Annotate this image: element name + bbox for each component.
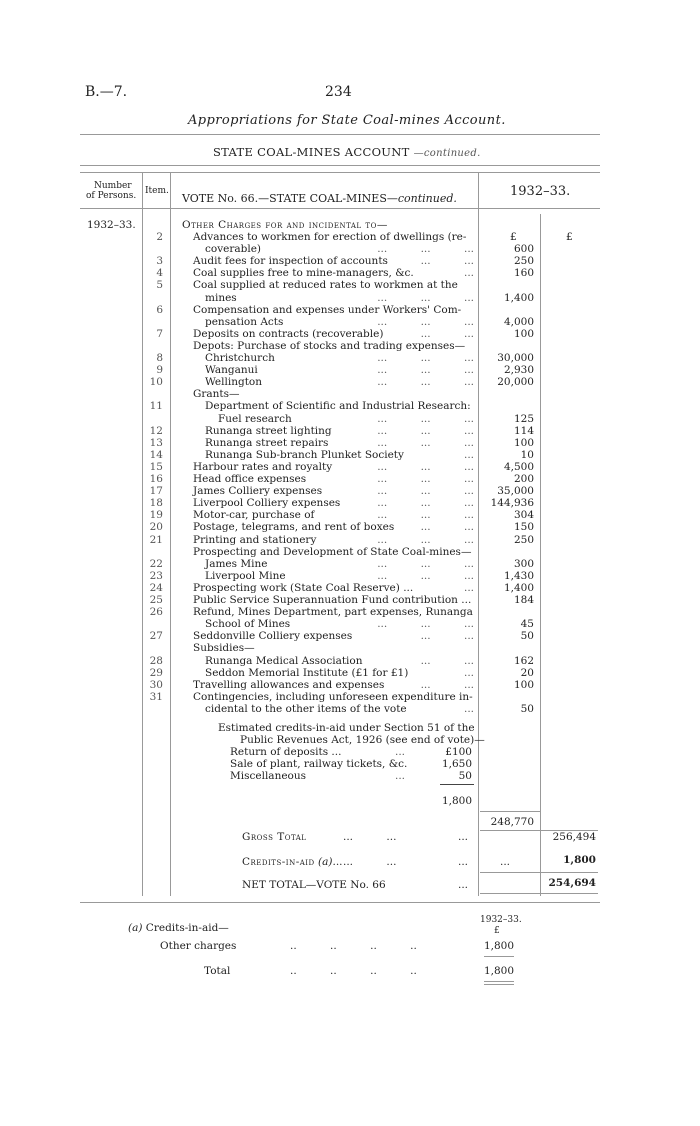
item-number: 31 [149,691,163,703]
item-description: Travelling allowances and expenses [193,679,385,691]
account-title [213,145,481,159]
item-number: 7 [156,328,163,340]
col-header-persons-2: of Persons. [86,191,137,201]
leader-dots: ... [463,582,474,594]
item-amount: 1,400 [503,582,534,594]
item-amount: 30,000 [497,352,534,364]
net-rule-top [480,872,598,873]
item-number: 19 [149,509,163,521]
item-number: 21 [149,534,163,546]
footnote-double-rule [484,984,514,985]
credits-dots: ... ... [343,856,397,868]
leader-dots: ... ... ... [377,570,474,582]
item-description: Prospecting and Development of State Coal-mines— [193,546,472,558]
item-description: Contingencies, including unforeseen expenditure in- [193,691,473,703]
item-amount: 10 [520,449,534,461]
net-total-value: 254,694 [548,877,596,889]
item-description: Depots: Purchase of stocks and trading expenses— [193,340,466,352]
item-description: Advances to workmen for erection of dwellings (re- [193,231,467,243]
vote-title-cont: continued. [397,192,457,205]
item-amount: 2,930 [503,364,534,376]
year-header: 1932–33. [510,184,571,199]
item-amount: 200 [513,473,534,485]
item-description: Fuel research [218,413,292,425]
credits-in-aid-row [242,856,343,868]
item-description: Audit fees for inspection of accounts [193,255,388,267]
item-description: pensation Acts [205,316,284,328]
item-number: 14 [149,449,163,461]
item-amount: 4,500 [503,461,534,473]
table-top-line [80,172,600,173]
item-number: 9 [156,364,163,376]
item-number: 18 [149,497,163,509]
leader-dots: ... ... ... [377,509,474,521]
footnote-row2-value: 1,800 [483,965,514,977]
footnote-title-text: Credits-in-aid— [145,922,229,934]
item-description: Runanga Medical Association [205,655,363,667]
item-amount: 250 [513,534,534,546]
credits-mid: ... [500,856,511,868]
vote-title-text: VOTE No. 66.—STATE COAL-MINES— [182,192,398,205]
leader-dots: ... ... ... [377,485,474,497]
credit-item-amount: 50 [458,770,472,782]
leader-dots: ... ... ... [377,461,474,473]
item-amount: 114 [513,425,534,437]
col-header-item: Item. [145,186,169,196]
leader-dots: ... ... [420,255,474,267]
item-description: Runanga street repairs [205,437,329,449]
leader-dots: ... ... ... [377,618,474,630]
item-number: 20 [149,521,163,533]
credits-line-1: Estimated credits-in-aid under Section 51 of the [218,722,475,734]
item-number: 5 [156,279,163,291]
item-description: Runanga Sub-branch Plunket Society [205,449,404,461]
item-description: cidental to the other items of the vote [205,703,407,715]
section-heading: Other Charges for and incidental to— [182,219,388,231]
item-number: 28 [149,655,163,667]
item-description: Department of Scientific and Industrial Research: [205,400,471,412]
item-description: coverable) [205,243,262,255]
credit-item-amount: 1,650 [441,758,472,770]
account-title-cont: —continued. [413,148,481,159]
subtotal-value: 248,770 [490,816,534,828]
item-description: Motor-car, purchase of [193,509,315,521]
item-number: 30 [149,679,163,691]
footnote-row1-label: Other charges [160,940,237,952]
item-description: Coal supplies free to mine-managers, &c. [193,267,414,279]
item-number: 15 [149,461,163,473]
item-number: 16 [149,473,163,485]
table-bottom-line [80,902,600,903]
item-amount: 250 [513,255,534,267]
gross-total-label: Gross Total [242,831,307,843]
item-amount: 100 [513,328,534,340]
item-amount: 45 [520,618,534,630]
leader-dots: ... ... ... [377,437,474,449]
item-amount: 1,430 [503,570,534,582]
footnote-row1-value: 1,800 [483,940,514,952]
credit-item-label: Sale of plant, railway tickets, &c. [230,758,408,770]
item-description: Coal supplied at reduced rates to workmen at the [193,279,458,291]
leader-dots: ... [463,703,474,715]
item-description: James Colliery expenses [193,485,323,497]
item-number: 4 [156,267,163,279]
col-divider [540,214,541,896]
credits-rule [440,784,474,785]
item-description: Runanga street lighting [205,425,332,437]
footnote-row2-label: Total [204,965,231,977]
col-header-persons-1: Number [94,181,132,191]
leader-dots: ... ... ... [377,534,474,546]
pound-sign-2: £ [566,231,573,243]
item-number: 17 [149,485,163,497]
net-rule-bottom [480,893,598,894]
item-description: Seddon Memorial Institute (£1 for £1) [205,667,409,679]
item-number: 29 [149,667,163,679]
item-description: James Mine [205,558,268,570]
credits-line-2: Public Revenues Act, 1926 (see end of vote)— [240,734,485,746]
gross-dots: ... ... [343,831,397,843]
leader-dots: ... ... ... [377,558,474,570]
leader-dots: ... ... [420,328,474,340]
page-ref: B.—7. [85,84,128,100]
item-description: mines [205,292,237,304]
divider [80,134,600,135]
leader-dots: ... ... ... [377,413,474,425]
footnote-year: 1932–33. [480,915,522,925]
credits-in-aid-ellipsis: ... [332,856,343,868]
item-amount: 150 [513,521,534,533]
leader-dots: ... ... ... [377,473,474,485]
pound-sign-1: £ [510,231,517,243]
credits-dots-end: ... [458,856,469,868]
leader-dots: ... ... ... [377,364,474,376]
item-description: Printing and stationery [193,534,317,546]
page-number: 234 [325,84,352,100]
credits-in-aid-value: 1,800 [563,854,596,866]
item-description: Wanganui [205,364,258,376]
leader-dots: ... ... ... [377,376,474,388]
item-amount: 4,000 [503,316,534,328]
item-description: Liverpool Mine [205,570,286,582]
item-description: Grants— [193,388,240,400]
leader-dots: ... [463,667,474,679]
item-description: Subsidies— [193,642,255,654]
item-amount: 304 [513,509,534,521]
item-amount: 300 [513,558,534,570]
credits-total: 1,800 [441,795,472,807]
item-description: Seddonville Colliery expenses [193,630,353,642]
item-amount: 160 [513,267,534,279]
leader-dots: ... ... ... [377,425,474,437]
item-amount: 20 [520,667,534,679]
account-title-text: STATE COAL-MINES ACCOUNT [213,145,410,159]
item-description: Prospecting work (State Coal Reserve) ... [193,582,414,594]
leader-dots: ... [463,449,474,461]
item-number: 23 [149,570,163,582]
leader-dots: ... ... ... [377,352,474,364]
item-number: 3 [156,255,163,267]
item-number: 25 [149,594,163,606]
footnote-row1-dots: .. .. .. .. [290,940,417,952]
item-description: Compensation and expenses under Workers' Com- [193,304,462,316]
item-number: 24 [149,582,163,594]
item-description: Deposits on contracts (recoverable) [193,328,384,340]
footnote-row2-dots: .. .. .. .. [290,965,417,977]
item-amount: 100 [513,679,534,691]
footnote-ref: (a) [128,922,143,934]
item-amount: 50 [520,703,534,715]
gross-total-value: 256,494 [552,831,596,843]
item-amount: 162 [513,655,534,667]
item-number: 11 [149,400,163,412]
credit-item-label: Return of deposits ... [230,746,342,758]
divider [80,165,600,166]
footnote-double-rule [484,981,514,982]
subtotal-rule-top [480,811,540,812]
col-divider [170,172,171,896]
leader-dots: ... ... [420,630,474,642]
item-description: Head office expenses [193,473,307,485]
leader-dots: ... ... ... [377,292,474,304]
item-amount: 50 [520,630,534,642]
item-number: 22 [149,558,163,570]
item-amount: 144,936 [490,497,534,509]
gross-dots-end: ... [458,831,469,843]
item-description: Liverpool Colliery expenses [193,497,341,509]
item-number: 6 [156,304,163,316]
item-number: 8 [156,352,163,364]
item-description: Wellington [205,376,263,388]
leader-dots: ... ... ... [377,497,474,509]
credits-in-aid-label: Credits-in-aid [242,856,315,868]
leader-dots: ... ... [420,521,474,533]
page-heading: Appropriations for State Coal-mines Account. [188,113,506,128]
leader-dots: ... ... ... [377,316,474,328]
leader-dots: ... [463,267,474,279]
footnote-title [128,922,229,934]
credit-item-label: Miscellaneous [230,770,307,782]
item-amount: 20,000 [497,376,534,388]
footnote-pound: £ [494,926,500,936]
item-description: Postage, telegrams, and rent of boxes [193,521,395,533]
leader-dots: ... ... [420,655,474,667]
item-amount: 100 [513,437,534,449]
credit-item-amount: £100 [445,746,472,758]
item-number: 13 [149,437,163,449]
item-description: Christchurch [205,352,275,364]
footnote-rule [484,956,514,957]
item-description: Refund, Mines Department, part expenses, Runanga [193,606,473,618]
leader-dots: ... [395,770,406,782]
leader-dots: ... [395,746,406,758]
item-amount: 125 [513,413,534,425]
item-number: 27 [149,630,163,642]
item-description: School of Mines [205,618,291,630]
item-description: Public Service Superannuation Fund contribution ... [193,594,472,606]
item-description: Harbour rates and royalty [193,461,333,473]
item-amount: 35,000 [497,485,534,497]
persons-value: 1932–33. [87,219,136,231]
net-dots: ... [458,879,469,891]
item-number: 26 [149,606,163,618]
item-number: 10 [149,376,163,388]
header-bottom-line [80,208,600,209]
leader-dots: ... ... ... [377,243,474,255]
net-total-label: NET TOTAL—VOTE No. 66 [242,879,386,891]
item-number: 12 [149,425,163,437]
item-amount: 1,400 [503,292,534,304]
leader-dots: ... ... [420,679,474,691]
credits-in-aid-ref: (a) [318,856,333,868]
item-number: 2 [156,231,163,243]
item-amount: 184 [513,594,534,606]
item-amount: 600 [513,243,534,255]
vote-title [182,193,457,205]
